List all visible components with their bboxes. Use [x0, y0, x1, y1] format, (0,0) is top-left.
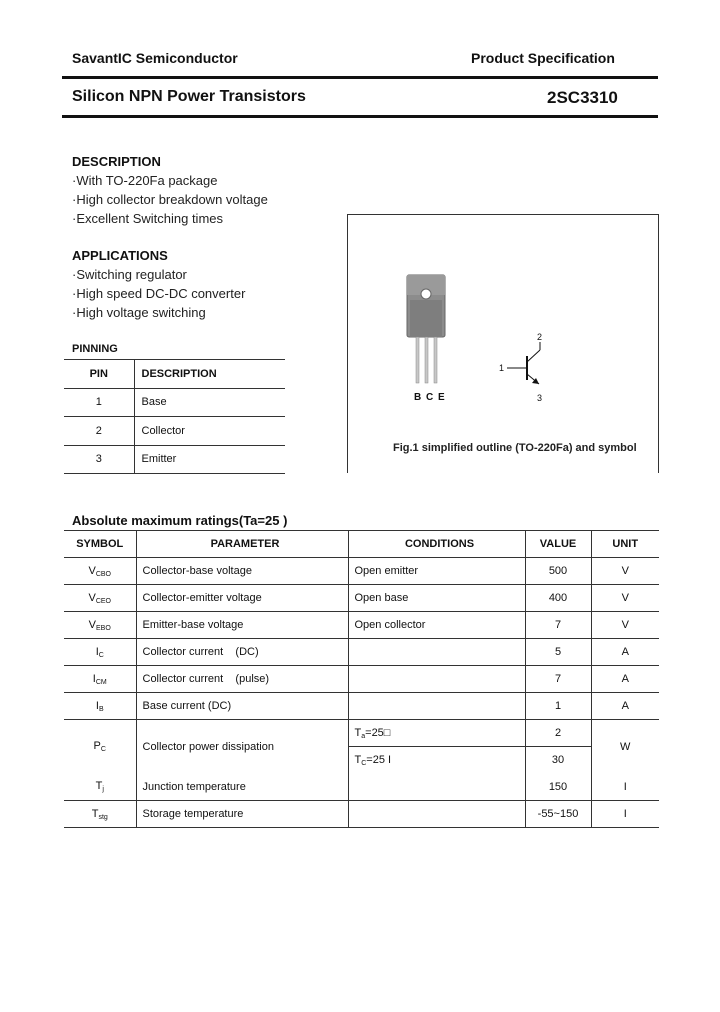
symbol-cell: $T_{stg}$ [64, 801, 136, 828]
table-row [64, 693, 659, 720]
symbol-pin-3: 3 [537, 393, 543, 403]
conditions-cell: $T_a=25□$ [348, 720, 525, 747]
parameter-cell: Collector current (DC) [136, 639, 348, 666]
value-cell: 150 [525, 774, 591, 801]
table-row [64, 720, 659, 747]
conditions-cell [348, 801, 525, 828]
description-item: ·High collector breakdown voltage [72, 192, 268, 207]
application-item: ·High speed DC-DC converter [72, 286, 246, 301]
column-header: UNIT [591, 531, 659, 558]
value-cell: 5 [525, 639, 591, 666]
pin-description: Base [134, 388, 285, 417]
value-cell: 7 [525, 666, 591, 693]
application-item: ·High voltage switching [72, 305, 206, 320]
part-number: 2SC3310 [547, 88, 618, 107]
header-divider [62, 76, 658, 79]
pin-label-b: B [414, 392, 422, 403]
conditions-cell [348, 774, 525, 801]
symbol-cell: $I_B$ [64, 693, 136, 720]
column-header: VALUE [525, 531, 591, 558]
table-row [64, 417, 285, 446]
value-cell: 400 [525, 585, 591, 612]
parameter-cell: Collector-base voltage [136, 558, 348, 585]
pin-number: 1 [64, 388, 134, 417]
pin-description: Emitter [134, 445, 285, 474]
unit-cell: W [591, 720, 659, 774]
product-title: Silicon NPN Power Transistors [72, 88, 306, 105]
table-header-row [64, 531, 659, 558]
column-header: PIN [64, 360, 134, 389]
conditions-cell: $T_C=25$ I [348, 747, 525, 774]
table-row [64, 639, 659, 666]
unit-cell: I [591, 774, 659, 801]
symbol-cell: $I_{CM}$ [64, 666, 136, 693]
parameter-cell: Collector-emitter voltage [136, 585, 348, 612]
application-item: ·Switching regulator [72, 267, 187, 282]
conditions-cell [348, 639, 525, 666]
value-cell: 30 [525, 747, 591, 774]
ratings-heading: Absolute maximum ratings(Ta=25 ) [72, 513, 288, 528]
title-divider [62, 115, 658, 118]
parameter-cell: Emitter-base voltage [136, 612, 348, 639]
description-item: ·With TO-220Fa package [72, 173, 218, 188]
pin-number: 3 [64, 445, 134, 474]
symbol-cell: $T_j$ [64, 774, 136, 801]
parameter-cell: Collector current (pulse) [136, 666, 348, 693]
value-cell: -55~150 [525, 801, 591, 828]
symbol-cell: $P_C$ [64, 720, 136, 774]
column-header: CONDITIONS [348, 531, 525, 558]
unit-cell: V [591, 558, 659, 585]
npn-transistor-symbol [505, 338, 555, 394]
table-row [64, 558, 659, 585]
symbol-pin-1: 1 [499, 363, 505, 373]
table-row [64, 445, 285, 474]
unit-cell: I [591, 801, 659, 828]
conditions-cell: Open collector [348, 612, 525, 639]
document-type: Product Specification [471, 50, 615, 66]
pin-description: Collector [134, 417, 285, 446]
value-cell: 2 [525, 720, 591, 747]
table-row [64, 774, 659, 801]
table-row [64, 388, 285, 417]
to220fa-package-image [400, 270, 460, 392]
table-header-row [64, 360, 285, 389]
description-item: ·Excellent Switching times [72, 211, 223, 226]
parameter-cell: Storage temperature [136, 801, 348, 828]
figure-frame [347, 214, 659, 473]
unit-cell: A [591, 639, 659, 666]
symbol-cell: $V_{EBO}$ [64, 612, 136, 639]
value-cell: 1 [525, 693, 591, 720]
table-row [64, 585, 659, 612]
parameter-cell: Junction temperature [136, 774, 348, 801]
pin-label-c: C [426, 392, 434, 403]
column-header: SYMBOL [64, 531, 136, 558]
figure-caption: Fig.1 simplified outline (TO-220Fa) and symbol [393, 442, 637, 454]
pin-number: 2 [64, 417, 134, 446]
applications-heading: APPLICATIONS [72, 248, 168, 263]
table-row [64, 801, 659, 828]
pin-label-e: E [438, 392, 445, 403]
column-header: DESCRIPTION [134, 360, 285, 389]
conditions-cell: Open emitter [348, 558, 525, 585]
unit-cell: V [591, 585, 659, 612]
column-header: PARAMETER [136, 531, 348, 558]
unit-cell: A [591, 666, 659, 693]
table-row [64, 666, 659, 693]
unit-cell: A [591, 693, 659, 720]
value-cell: 500 [525, 558, 591, 585]
parameter-cell: Base current (DC) [136, 693, 348, 720]
parameter-cell: Collector power dissipation [136, 720, 348, 774]
conditions-cell: Open base [348, 585, 525, 612]
company-name: SavantIC Semiconductor [72, 50, 238, 66]
conditions-cell [348, 666, 525, 693]
description-heading: DESCRIPTION [72, 154, 161, 169]
pinning-table [64, 359, 285, 474]
value-cell: 7 [525, 612, 591, 639]
symbol-cell: $I_C$ [64, 639, 136, 666]
symbol-cell: $V_{CEO}$ [64, 585, 136, 612]
symbol-cell: $V_{CBO}$ [64, 558, 136, 585]
conditions-cell [348, 693, 525, 720]
ratings-table [64, 530, 659, 828]
pinning-heading: PINNING [72, 343, 118, 355]
symbol-pin-2: 2 [537, 332, 543, 342]
unit-cell: V [591, 612, 659, 639]
table-row [64, 612, 659, 639]
